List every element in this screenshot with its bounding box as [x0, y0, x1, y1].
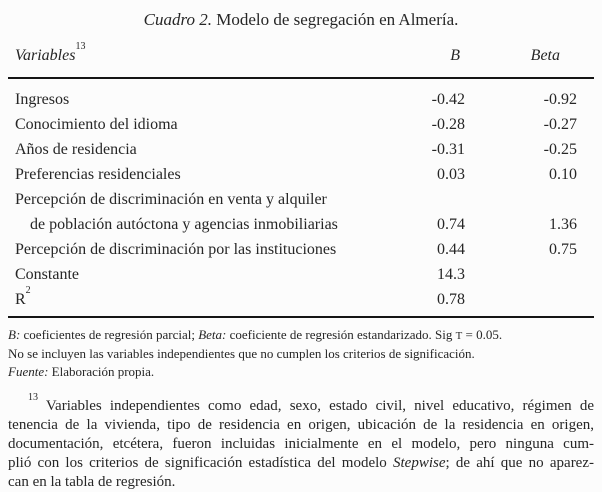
- row-label: Ingresos: [15, 91, 70, 108]
- value-beta: -0.92: [543, 91, 577, 108]
- value-b: 0.78: [410, 287, 482, 317]
- footnote-13: [8, 391, 594, 492]
- title-label: Cuadro 2.: [143, 10, 212, 29]
- table-row: [8, 262, 594, 287]
- footnote-line: $^{13}$ Variables independientes como edad, sexo, estado civil, nivel educativo, régimen de: [28, 391, 594, 414]
- table-row: [8, 212, 594, 237]
- row-label: Percepción de discriminación en venta y alquiler: [15, 191, 327, 208]
- footnote-line: plió con los criterios de significación estadística del modelo Stepwise; de ahí que no aparez-: [8, 455, 594, 471]
- note-coefficients: B: coeficientes de regresión parcial; Beta: coeficiente de regresión estandarizado. Sig T = 0.05.: [8, 327, 503, 342]
- footnote-line: documentación, etcétera, fueron incluidas inicialmente en el modelo, pero ninguna cum-: [8, 436, 594, 452]
- column-header-b: B: [410, 43, 482, 78]
- table-row: [8, 237, 594, 262]
- value-b: 0.03: [437, 166, 465, 183]
- value-b: -0.31: [431, 141, 465, 158]
- value-beta: [482, 187, 594, 212]
- note-source: Fuente: Elaboración propia.: [8, 364, 155, 379]
- sig-t-symbol: T: [455, 330, 463, 342]
- footnote-line: can en la tabla de regresión.: [8, 474, 176, 490]
- value-beta: [482, 262, 594, 287]
- table-row: [8, 287, 594, 317]
- table-row: [8, 78, 594, 112]
- table-notes: [8, 326, 594, 381]
- value-b: 14.3: [437, 266, 465, 283]
- row-label: Constante: [15, 266, 79, 283]
- page-title: [8, 8, 594, 32]
- value-b: -0.42: [431, 91, 465, 108]
- r-squared-exponent: 2: [25, 285, 31, 297]
- table-header-row: [8, 43, 594, 78]
- column-header-beta: Beta: [482, 43, 594, 78]
- value-b: 0.74: [437, 216, 465, 233]
- stepwise-term: Stepwise: [393, 455, 446, 471]
- row-label: $R^2$: [8, 287, 410, 317]
- value-beta: -0.25: [543, 141, 577, 158]
- title-text: Modelo de segregación en Almería.: [211, 10, 459, 29]
- table-row: [8, 112, 594, 137]
- row-label: de población autóctona y agencias inmobiliarias: [30, 216, 338, 233]
- table-row: [8, 137, 594, 162]
- value-b: 0.44: [437, 241, 465, 258]
- value-beta: 1.36: [549, 216, 577, 233]
- footnote-marker: 13: [28, 391, 38, 403]
- row-label: Años de residencia: [15, 141, 137, 158]
- table-row: [8, 187, 594, 212]
- row-label: Percepción de discriminación por las instituciones: [15, 241, 337, 258]
- regression-table: [8, 43, 594, 318]
- row-label: Preferencias residenciales: [15, 166, 181, 183]
- value-beta: -0.27: [543, 116, 577, 133]
- column-header-variables: Variables$^{13}$: [8, 43, 410, 78]
- value-b: -0.28: [431, 116, 465, 133]
- row-label: Conocimiento del idioma: [15, 116, 178, 133]
- value-beta: 0.10: [549, 166, 577, 183]
- value-beta: [482, 287, 594, 317]
- value-b: [410, 187, 482, 212]
- footnote-line: tenencia de la vivienda, tipo de residencia en origen, ubicación de la residencia en origen,: [8, 417, 594, 433]
- table-row: [8, 162, 594, 187]
- value-beta: 0.75: [549, 241, 577, 258]
- note-exclusion: No se incluyen las variables independientes que no cumplen los criterios de significación.: [8, 346, 475, 361]
- footnote-ref-13: 13: [75, 41, 86, 53]
